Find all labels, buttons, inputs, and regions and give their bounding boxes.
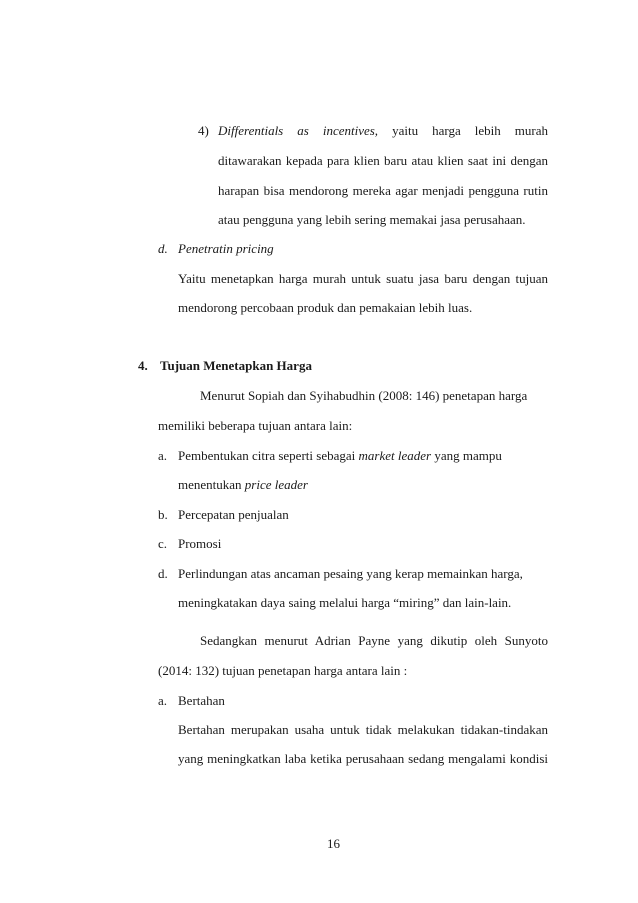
- section-heading: Tujuan Menetapkan Harga: [160, 358, 312, 373]
- page-number: 16: [327, 836, 340, 851]
- item-4-line-1-rest: yaitu harga lebih murah: [392, 123, 548, 138]
- list-d-line-1: Perlindungan atas ancaman pesaing yang kerap memainkan harga,: [178, 566, 523, 581]
- item-d-line-2: mendorong percobaan produk dan pemakaian lebih luas.: [178, 300, 473, 315]
- intro-line-2: memiliki beberapa tujuan antara lain:: [158, 418, 353, 433]
- para2-line-2: (2014: 132) tujuan penetapan harga antara lain :: [158, 663, 408, 678]
- item-4-number: 4): [198, 123, 209, 138]
- item-d-line-1: Yaitu menetapkan harga murah untuk suatu jasa baru dengan tujuan: [178, 271, 548, 286]
- sub-a-letter: a.: [158, 693, 168, 708]
- item-d-letter: d.: [158, 241, 168, 256]
- item-4-term: Differentials as incentives,: [218, 123, 379, 138]
- sub-a-title: Bertahan: [178, 693, 225, 708]
- list-a-letter: a.: [158, 448, 168, 463]
- list-a-line-2: menentukan price leader: [178, 477, 308, 492]
- list-c-letter: c.: [158, 536, 168, 551]
- list-d-letter: d.: [158, 566, 168, 581]
- item-4-line-4: atau pengguna yang lebih sering memakai jasa perusahaan.: [218, 212, 526, 227]
- list-b-text: Percepatan penjualan: [178, 507, 289, 522]
- para2-line-1: Sedangkan menurut Adrian Payne yang dikutip oleh Sunyoto: [200, 633, 548, 648]
- list-b-letter: b.: [158, 507, 168, 522]
- item-d-title: Penetratin pricing: [178, 241, 274, 256]
- list-d-line-2: meningkatakan daya saing melalui harga “miring” dan lain-lain.: [178, 595, 512, 610]
- list-c-text: Promosi: [178, 536, 222, 551]
- sub-a-line-1: Bertahan merupakan usaha untuk tidak melakukan tidakan-tindakan: [178, 722, 548, 737]
- intro-line-1: Menurut Sopiah dan Syihabudhin (2008: 146) penetapan harga: [200, 388, 528, 403]
- price-leader-term: price leader: [244, 477, 308, 492]
- item-4-line-3: harapan bisa mendorong mereka agar menjadi pengguna rutin: [218, 183, 548, 198]
- list-a-line-1: Pembentukan citra seperti sebagai market leader yang mampu: [178, 448, 502, 463]
- market-leader-term: market leader: [358, 448, 432, 463]
- item-4-line-2: ditawarakan kepada para klien baru atau klien saat ini dengan: [218, 153, 548, 168]
- item-4-line-1: [218, 123, 548, 139]
- section-number: 4.: [138, 358, 148, 373]
- sub-a-line-2: yang meningkatkan laba ketika perusahaan sedang mengalami kondisi: [178, 751, 548, 766]
